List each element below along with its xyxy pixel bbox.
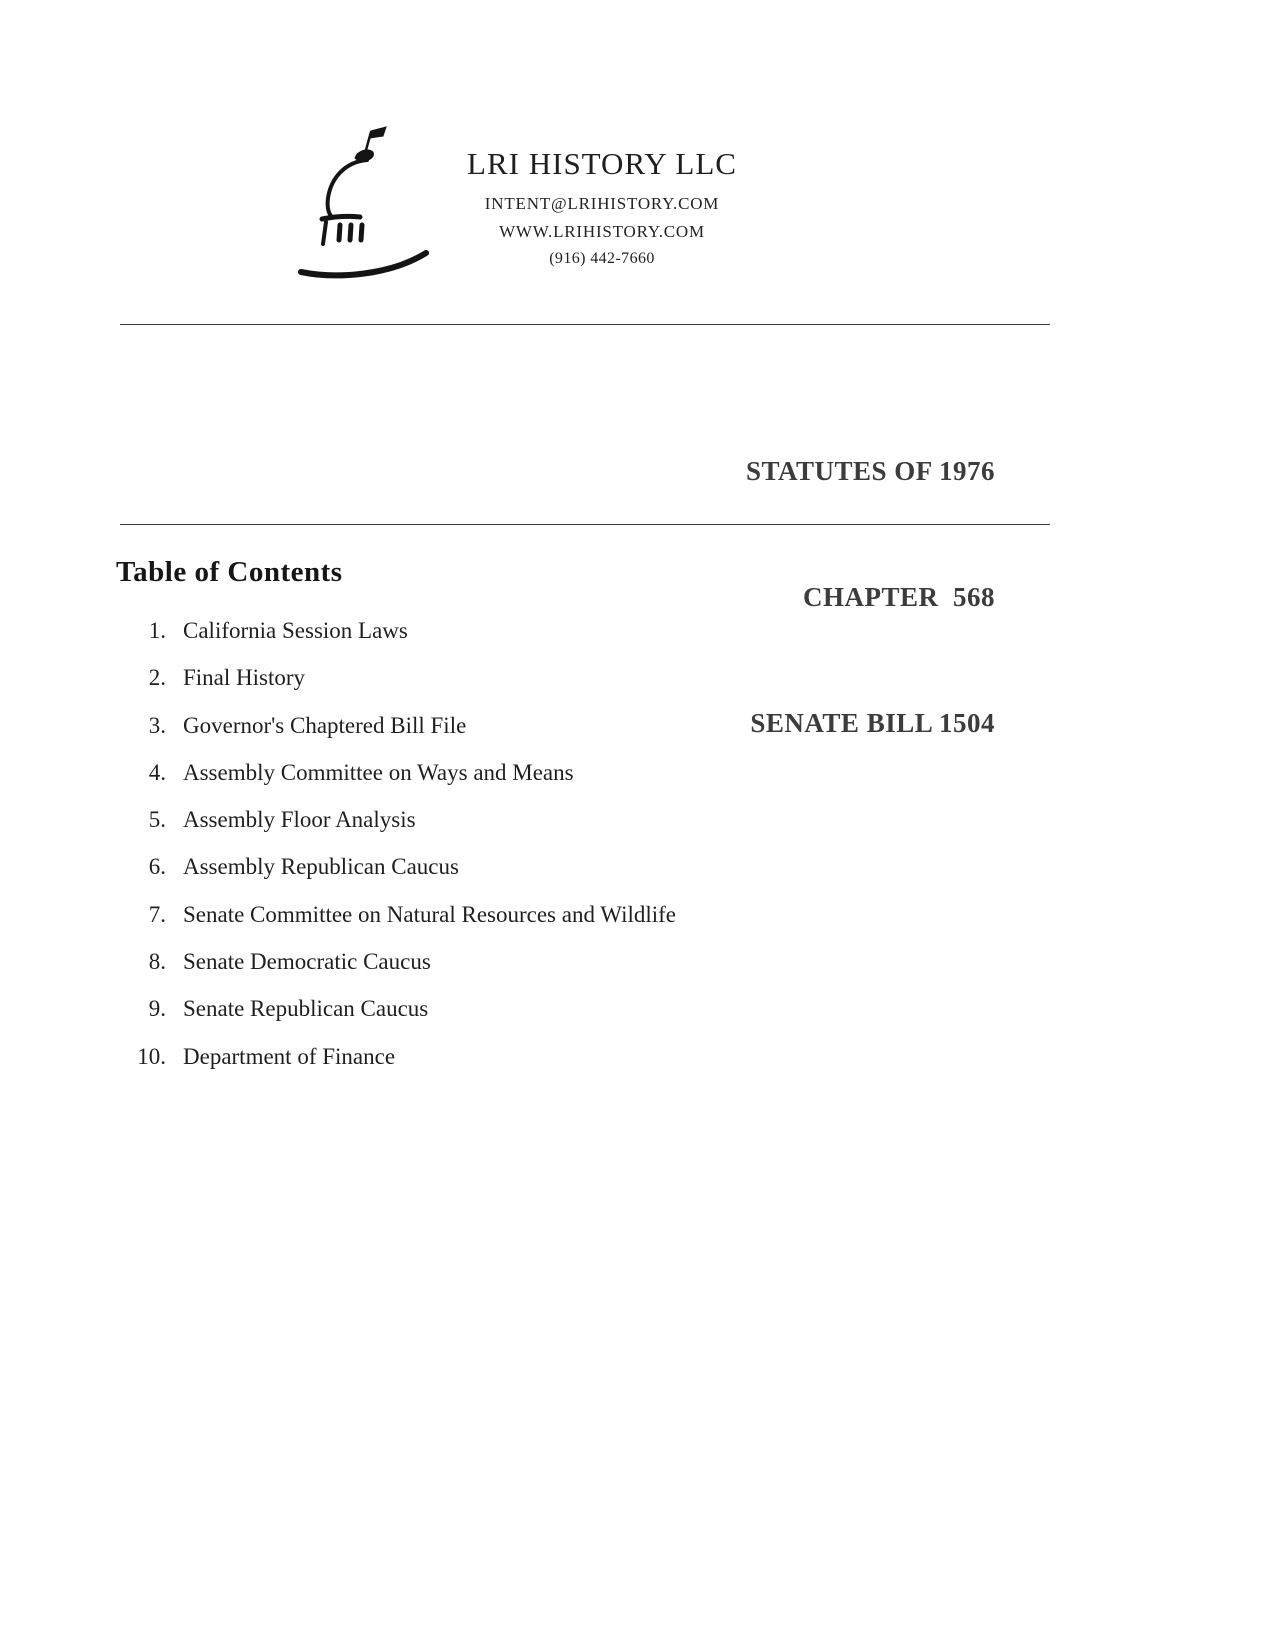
- chapter-line: CHAPTER 568: [802, 582, 995, 612]
- toc-item-number: 5.: [148, 807, 166, 833]
- toc-item-number: 1.: [148, 618, 166, 643]
- toc-item: [110, 665, 676, 712]
- toc-item: [110, 760, 676, 807]
- toc-item-number: 3.: [148, 712, 166, 738]
- company-name: LRI HISTORY LLC: [467, 146, 737, 181]
- toc-item: [110, 713, 676, 760]
- toc-item-label: California Session Laws: [183, 618, 408, 643]
- toc-item: [110, 618, 676, 665]
- toc-item-label: Department of Finance: [183, 1043, 396, 1069]
- toc-item-label: Assembly Floor Analysis: [183, 807, 416, 833]
- toc-item-label: Assembly Republican Caucus: [183, 854, 459, 880]
- toc-item-number: 4.: [148, 759, 166, 785]
- toc-item: [110, 807, 676, 854]
- toc-item-label: Senate Democratic Caucus: [183, 949, 431, 975]
- toc-heading: Table of Contents: [116, 556, 343, 588]
- toc-item-label: Assembly Committee on Ways and Means: [183, 759, 574, 785]
- toc-item: [110, 1044, 676, 1091]
- senate-bill-line: SENATE BILL 1504: [750, 708, 995, 738]
- company-phone: (916) 442-7660: [549, 250, 655, 267]
- toc-list: [110, 618, 676, 1091]
- toc-item-number: 2.: [148, 665, 166, 691]
- toc-item: [110, 854, 676, 901]
- toc-item-number: 7.: [148, 901, 166, 927]
- toc-item-number: 8.: [148, 949, 166, 975]
- letterhead: [452, 146, 752, 276]
- divider-bottom: [120, 524, 1050, 525]
- toc-item-number: 9.: [148, 996, 166, 1022]
- company-website: WWW.LRIHISTORY.COM: [499, 222, 705, 241]
- toc-item-number: 6.: [148, 854, 166, 880]
- statute-title-block: [746, 366, 995, 828]
- toc-item-label: Senate Committee on Natural Resources and Wildlife: [183, 901, 677, 927]
- toc-item-label: Final History: [183, 665, 306, 691]
- toc-item-label: Governor's Chaptered Bill File: [183, 712, 467, 738]
- toc-item: [110, 949, 676, 996]
- toc-item: [110, 902, 676, 949]
- toc-item-number: 10.: [137, 1043, 166, 1069]
- toc-item-label: Senate Republican Caucus: [183, 996, 429, 1022]
- company-email: INTENT@LRIHISTORY.COM: [484, 194, 720, 213]
- statutes-year-line: STATUTES OF 1976: [745, 456, 995, 486]
- capitol-dome-icon: [293, 124, 443, 284]
- divider-top: [120, 324, 1050, 325]
- toc-item: [110, 996, 676, 1043]
